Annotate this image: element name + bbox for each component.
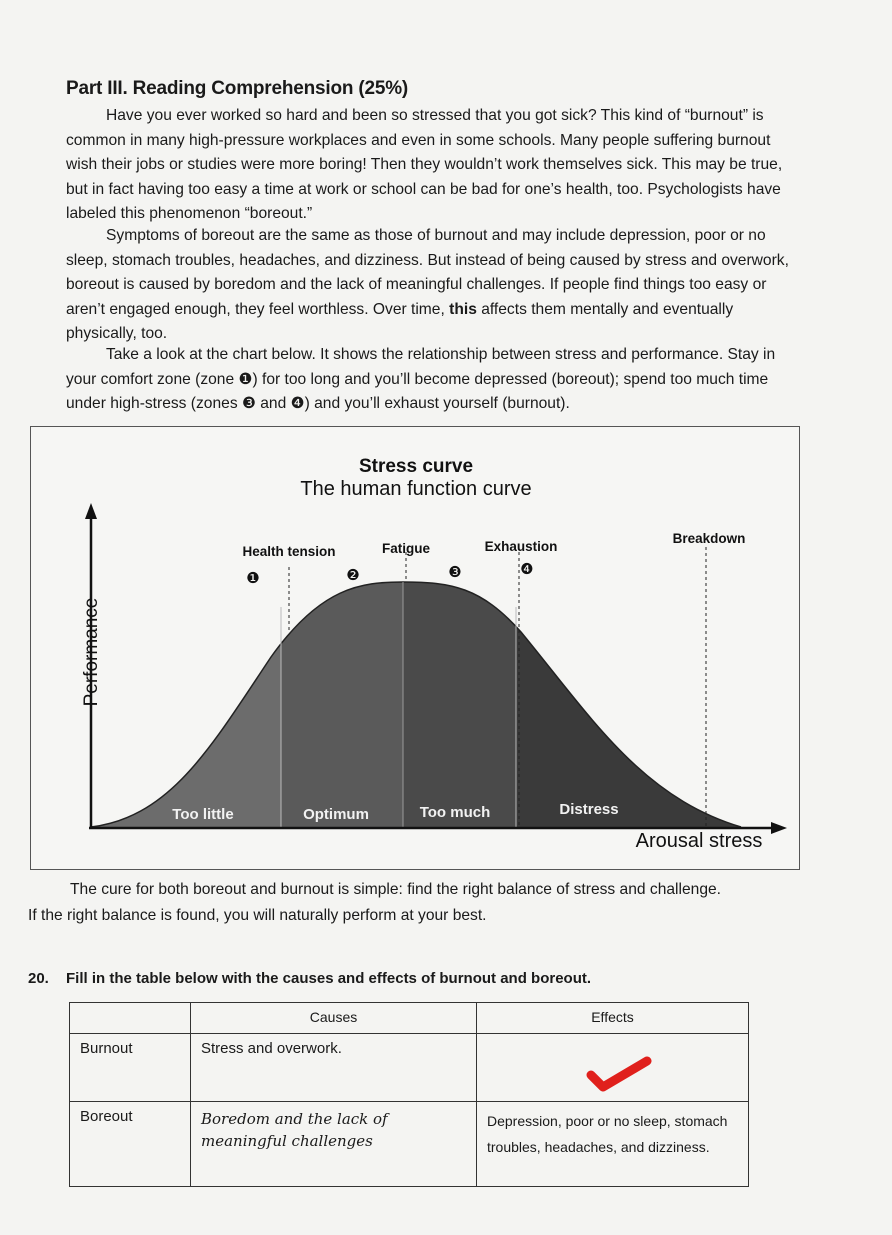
x-axis-label: Arousal stress (635, 830, 763, 852)
zone-label-1: Too little (172, 806, 234, 823)
point-marker-3: ❸ (448, 563, 462, 581)
conclusion-line-2: If the right balance is found, you will naturally perform at your best. (28, 907, 487, 924)
paragraph-3-text: Take a look at the chart below. It shows the relationship between stress and performance. Stay in your comfort zone (zone ❶) for too long and you’ll become depressed (boreout); spend too much time under high-stress (zones ❸ and ❹) and you’ll exhaust yourself (burnout). (66, 346, 776, 412)
point-label-1: Health tension (242, 544, 336, 559)
header-cell-blank (70, 1003, 191, 1034)
zone-label-4: Distress (559, 801, 619, 818)
curve-area (86, 567, 746, 837)
paragraph-1-text: Have you ever worked so hard and been so stressed that you got sick? This kind of “burnout” is common in many high-pressure workplaces and even in some schools. Many people suffering burnout wish their jobs or studies were more boring! Then they wouldn’t work themselves sick. This may be true, but in fact having too easy a time at work or school can be bad for one’s health, too. Psychologists have labeled this phenomenon “boreout.” (66, 107, 783, 222)
red-check-mark-icon (585, 1055, 655, 1095)
row-label-burnout: Burnout (70, 1034, 191, 1102)
stress-curve-svg (31, 427, 799, 869)
zone-2-fill (281, 567, 403, 837)
paragraph-2-text-b: affects them mentally and eventually physically, too. (66, 300, 734, 342)
point-label-4: Breakdown (672, 531, 746, 546)
header-cell-effects: Effects (477, 1003, 749, 1034)
zone-label-3: Too much (419, 804, 491, 821)
paragraph-3 (66, 343, 791, 417)
zone-4-fill (516, 567, 746, 837)
row-label-boreout: Boreout (70, 1102, 191, 1187)
section-title: Part III. Reading Comprehension (25%) (66, 78, 409, 99)
conclusion-line-1: The cure for both boreout and burnout is simple: find the right balance of stress and challenge. (70, 881, 722, 898)
question-text: Fill in the table below with the causes and effects of burnout and boreout. (66, 970, 592, 987)
y-axis-arrow-icon (85, 503, 97, 519)
paragraph-2-text-a: Symptoms of boreout are the same as those of burnout and may include depression, poor or no sleep, stomach troubles, headaches, and dizziness. But instead of being caused by stress and overwork, boreout is caused by boredom and the lack of meaningful challenges. If people find things too easy or aren’t engaged enough, they feel worthless. Over time, (66, 227, 789, 318)
point-marker-1: ❶ (246, 569, 260, 587)
point-marker-2: ❷ (346, 566, 360, 584)
question-number: 20. (28, 970, 49, 987)
chart-title: Stress curve (358, 456, 474, 477)
paragraph-1 (66, 104, 791, 227)
point-marker-4: ❹ (520, 560, 534, 578)
boreout-causes-cell[interactable]: Boredom and the lack of meaningful challenges (191, 1102, 477, 1187)
stress-curve-chart (30, 426, 800, 870)
point-label-3: Exhaustion (484, 539, 558, 554)
zone-3-fill (403, 567, 516, 837)
header-cell-causes: Causes (191, 1003, 477, 1034)
y-axis-label: Performance (81, 597, 102, 707)
x-axis-arrow-icon (771, 822, 787, 834)
table-row-boreout (70, 1102, 749, 1187)
zone-label-2: Optimum (303, 806, 369, 823)
paragraph-2-bold: this (449, 300, 477, 318)
chart-subtitle: The human function curve (300, 478, 532, 500)
boreout-effects-cell[interactable]: Depression, poor or no sleep, stomach troubles, headaches, and dizziness. (477, 1102, 749, 1187)
zone-1-fill (86, 567, 281, 837)
paragraph-2 (66, 224, 791, 347)
table-header-row (70, 1003, 749, 1034)
question-20 (28, 970, 591, 987)
burnout-causes-cell[interactable]: Stress and overwork. (191, 1034, 477, 1102)
point-label-2: Fatigue (381, 541, 431, 556)
